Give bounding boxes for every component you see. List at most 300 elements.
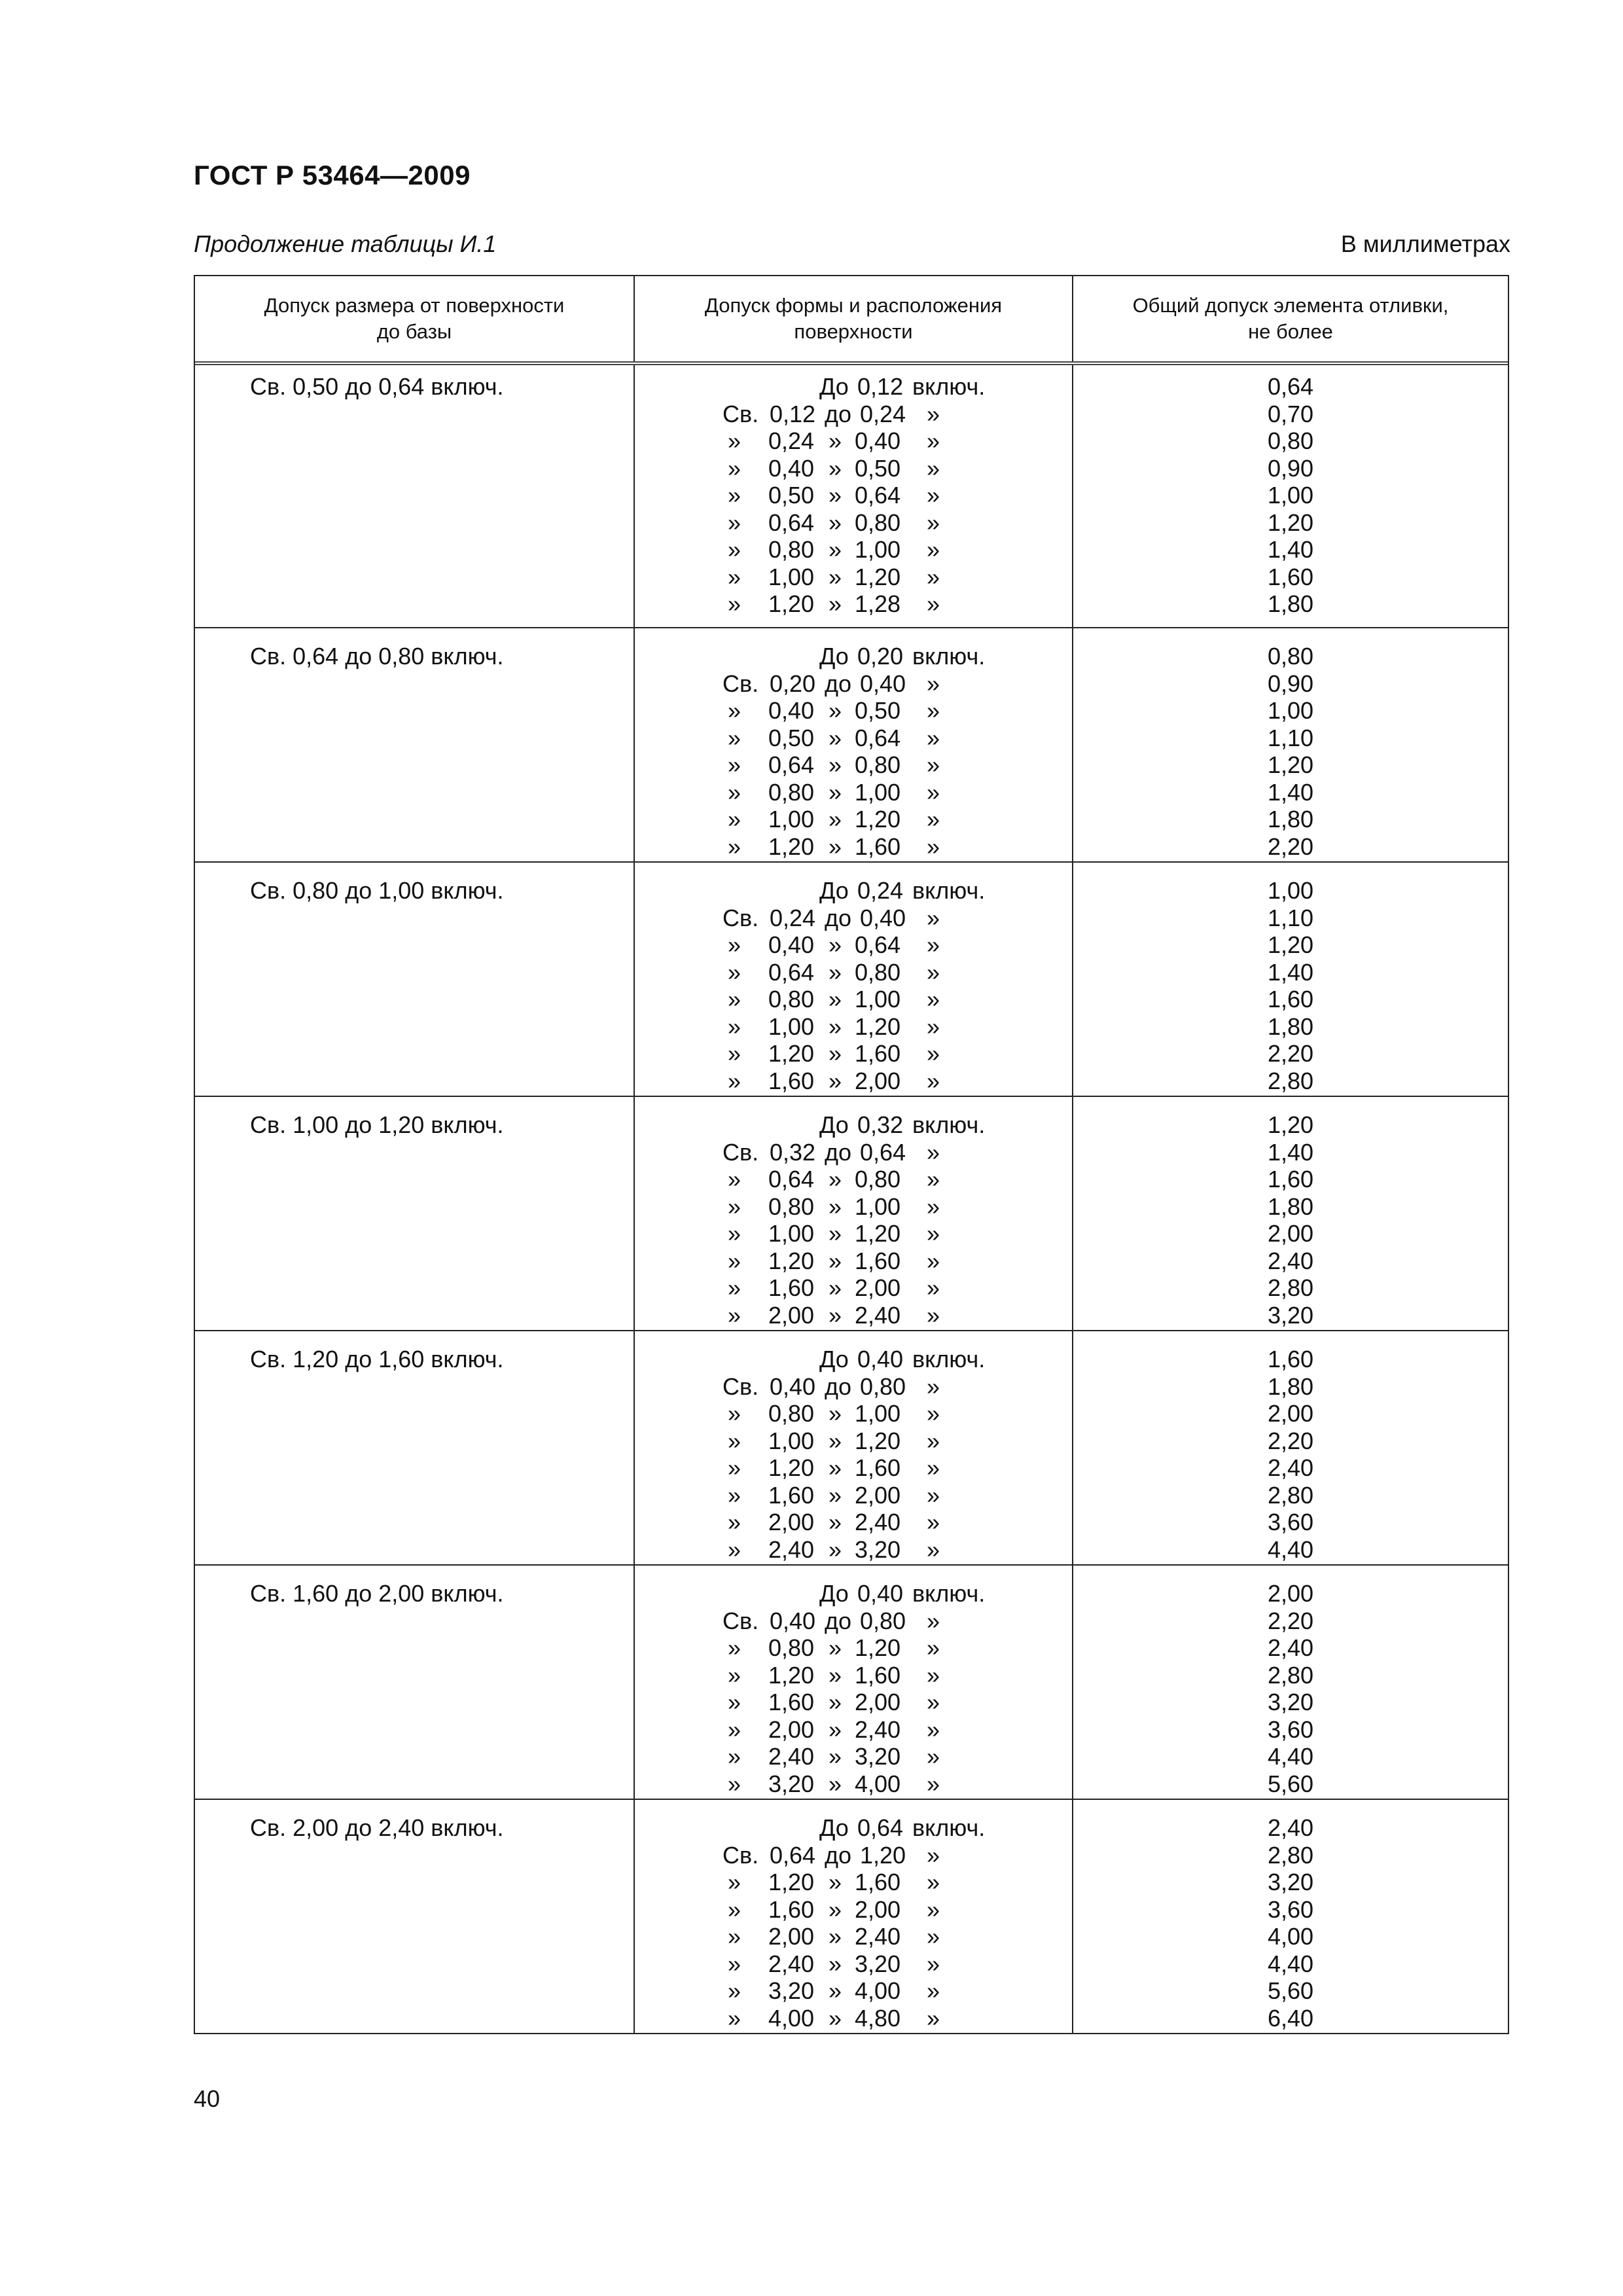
ditto-mark: »: [829, 1743, 842, 1770]
form-value-from: 0,80: [768, 1400, 815, 1427]
form-value-to: 3,20: [855, 1743, 901, 1770]
form-value-from: 4,00: [768, 2004, 815, 2032]
ditto-mark: »: [728, 1481, 741, 1509]
form-tolerance-line: [635, 725, 1072, 752]
form-tolerance-line: [635, 643, 1072, 670]
ditto-mark: »: [829, 454, 842, 482]
document-title: ГОСТ Р 53464—2009: [194, 160, 471, 190]
form-tolerance-line: [635, 536, 1072, 564]
form-prefix: Св.: [722, 1372, 759, 1400]
form-tolerance-line: [635, 1923, 1072, 1950]
ditto-mark: »: [829, 931, 842, 958]
form-prefix: До: [819, 373, 849, 400]
total-tolerance-value: 1,20: [1267, 509, 1314, 536]
form-suffix: включ.: [912, 877, 986, 904]
ditto-mark: »: [927, 724, 940, 751]
form-value-from: 1,20: [768, 1040, 815, 1067]
form-value-to: 1,60: [855, 1869, 901, 1895]
form-value-from: 0,64: [768, 1166, 815, 1193]
ditto-mark: »: [927, 904, 940, 931]
ditto-mark: »: [927, 1138, 940, 1166]
ditto-mark: »: [829, 1950, 842, 1977]
form-value-from: 1,60: [768, 1895, 815, 1923]
total-tolerance-value: 2,80: [1267, 1661, 1314, 1689]
ditto-mark: »: [927, 1067, 940, 1094]
total-tolerance-cell: [1072, 628, 1508, 861]
form-prefix: До: [819, 643, 849, 670]
ditto-mark: »: [927, 1454, 940, 1481]
form-suffix: включ.: [912, 1580, 986, 1607]
ditto-mark: »: [927, 958, 940, 986]
ditto-mark: »: [927, 1950, 940, 1977]
total-tolerance-cell: [1072, 1331, 1508, 1564]
form-value-from: 0,40: [768, 454, 815, 482]
ditto-mark: »: [829, 1274, 842, 1301]
form-value-to: 0,80: [860, 1372, 906, 1400]
form-tolerance-line: [635, 1166, 1072, 1193]
total-tolerance-cell: [1072, 365, 1508, 627]
size-tolerance-cell: Св. 0,50 до 0,64 включ.: [250, 373, 504, 400]
ditto-mark: »: [927, 1013, 940, 1040]
form-value-to: 2,00: [855, 1689, 901, 1715]
form-value-from: 1,60: [768, 1274, 815, 1301]
form-value-to: 0,64: [855, 724, 901, 751]
form-value-from: 1,00: [768, 563, 815, 590]
ditto-mark: »: [927, 2004, 940, 2032]
form-tolerance-line: [635, 1013, 1072, 1041]
ditto-mark: »: [927, 1634, 940, 1661]
units-label: В миллиметрах: [1340, 230, 1510, 257]
ditto-mark: »: [927, 1607, 940, 1634]
table-body: [195, 365, 1508, 2033]
form-tolerance-line: [635, 1814, 1072, 1842]
form-tolerance-line: [635, 1302, 1072, 1329]
form-value-from: 0,24: [770, 904, 816, 931]
ditto-mark: »: [927, 1193, 940, 1220]
form-tolerance-line: [635, 1482, 1072, 1509]
ditto-mark: »: [728, 1715, 741, 1743]
form-value-from: 2,40: [768, 1743, 815, 1770]
total-tolerance-value: 2,40: [1267, 1247, 1314, 1274]
form-value-from: 0,40: [768, 697, 815, 724]
total-tolerance-cell: [1072, 863, 1508, 1096]
total-tolerance-value: 3,20: [1267, 1869, 1314, 1895]
form-tolerance-line: [635, 877, 1072, 905]
size-tolerance-cell: Св. 1,60 до 2,00 включ.: [250, 1580, 504, 1607]
ditto-mark: »: [728, 1067, 741, 1094]
form-tolerance-line: [635, 1067, 1072, 1095]
ditto-mark: »: [927, 1841, 940, 1869]
form-tolerance-line: [635, 1536, 1072, 1564]
ditto-mark: »: [728, 1689, 741, 1715]
form-value-from: 0,40: [768, 931, 815, 958]
total-tolerance-value: 2,00: [1267, 1580, 1314, 1607]
ditto-mark: »: [728, 1509, 741, 1535]
form-prefix: Св.: [722, 1841, 759, 1869]
ditto-mark: »: [728, 931, 741, 958]
form-value-to: 1,00: [855, 986, 901, 1013]
form-tolerance-line: [635, 482, 1072, 509]
ditto-mark: »: [829, 1661, 842, 1689]
form-value-to: 1,60: [855, 1454, 901, 1481]
form-tolerance-line: [635, 670, 1072, 698]
form-tolerance-line: [635, 806, 1072, 833]
ditto-mark: »: [829, 1770, 842, 1797]
form-prefix: Св.: [722, 1138, 759, 1166]
ditto-mark: »: [728, 1869, 741, 1895]
ditto-mark: »: [829, 1509, 842, 1535]
form-tolerance-line: [635, 959, 1072, 986]
form-value-from: 1,60: [768, 1689, 815, 1715]
ditto-mark: »: [728, 590, 741, 617]
ditto-mark: »: [927, 1869, 940, 1895]
ditto-mark: »: [829, 590, 842, 617]
form-value-from: 2,00: [768, 1923, 815, 1950]
form-value-to: 1,20: [855, 1427, 901, 1454]
ditto-mark: »: [728, 958, 741, 986]
form-value-to: 3,20: [855, 1535, 901, 1563]
form-tolerance-line: [635, 509, 1072, 537]
ditto-mark: »: [728, 1634, 741, 1661]
ditto-mark: »: [829, 1977, 842, 2004]
form-value-to: 2,40: [855, 1715, 901, 1743]
form-value-from: 2,40: [768, 1535, 815, 1563]
form-tolerance-line: [635, 1869, 1072, 1896]
form-tolerance-line: [635, 1770, 1072, 1798]
form-value-to: 2,00: [855, 1274, 901, 1301]
form-prefix: До: [819, 1111, 849, 1138]
ditto-mark: »: [728, 1895, 741, 1923]
total-tolerance-value: 2,80: [1267, 1067, 1314, 1094]
total-tolerance-cell: [1072, 1097, 1508, 1330]
form-value: 0,64: [857, 1814, 904, 1841]
form-value-from: 2,00: [768, 1301, 815, 1329]
total-tolerance-value: 2,20: [1267, 1427, 1314, 1454]
total-tolerance-value: 3,20: [1267, 1689, 1314, 1715]
form-tolerance-line: [635, 1689, 1072, 1716]
form-mid: до: [825, 670, 852, 697]
table-row: [195, 627, 1508, 861]
form-value-from: 0,64: [770, 1841, 816, 1869]
form-value: 0,20: [857, 643, 904, 670]
total-tolerance-cell: [1072, 1800, 1508, 2033]
total-tolerance-value: 2,20: [1267, 1040, 1314, 1067]
form-value-from: 1,60: [768, 1067, 815, 1094]
form-value-from: 0,12: [770, 400, 816, 427]
table-caption: Продолжение таблицы И.1: [194, 230, 497, 257]
form-tolerance-line: [635, 905, 1072, 932]
ditto-mark: »: [927, 751, 940, 778]
form-tolerance-line: [635, 1977, 1072, 2005]
form-tolerance-line: [635, 1400, 1072, 1427]
ditto-mark: »: [829, 1895, 842, 1923]
form-tolerance-line: [635, 1274, 1072, 1302]
form-value-from: 1,00: [768, 806, 815, 833]
form-value-from: 1,20: [768, 1247, 815, 1274]
form-tolerance-line: [635, 590, 1072, 618]
ditto-mark: »: [829, 1454, 842, 1481]
ditto-mark: »: [728, 1950, 741, 1977]
ditto-mark: »: [829, 1634, 842, 1661]
form-value-to: 0,64: [860, 1138, 906, 1166]
total-tolerance-value: 0,70: [1267, 400, 1314, 427]
form-value-to: 3,20: [855, 1950, 901, 1977]
form-mid: до: [825, 400, 852, 427]
ditto-mark: »: [728, 724, 741, 751]
ditto-mark: »: [829, 1869, 842, 1895]
form-value-to: 2,00: [855, 1067, 901, 1094]
ditto-mark: »: [927, 1040, 940, 1067]
ditto-mark: »: [927, 697, 940, 724]
ditto-mark: »: [829, 1301, 842, 1329]
ditto-mark: »: [927, 1715, 940, 1743]
form-suffix: включ.: [912, 373, 986, 400]
form-tolerance-line: [635, 1220, 1072, 1247]
form-mid: до: [825, 1372, 852, 1400]
form-value-to: 1,20: [855, 1220, 901, 1247]
ditto-mark: »: [829, 563, 842, 590]
size-tolerance-cell: Св. 1,20 до 1,60 включ.: [250, 1346, 504, 1372]
ditto-mark: »: [728, 1923, 741, 1950]
form-value-from: 1,20: [768, 590, 815, 617]
ditto-mark: »: [829, 986, 842, 1013]
size-tolerance-cell: Св. 2,00 до 2,40 включ.: [250, 1814, 504, 1841]
ditto-mark: »: [728, 536, 741, 563]
ditto-mark: »: [927, 1743, 940, 1770]
form-value-to: 0,40: [855, 427, 901, 454]
form-tolerance-line: [635, 1193, 1072, 1221]
ditto-mark: »: [927, 1427, 940, 1454]
form-value-from: 0,64: [768, 751, 815, 778]
form-value: 0,40: [857, 1346, 904, 1372]
ditto-mark: »: [728, 1743, 741, 1770]
form-value-from: 0,80: [768, 778, 815, 806]
ditto-mark: »: [927, 563, 940, 590]
ditto-mark: »: [829, 1923, 842, 1950]
form-value-to: 1,60: [855, 1247, 901, 1274]
ditto-mark: »: [728, 1770, 741, 1797]
ditto-mark: »: [829, 2004, 842, 2032]
form-value-from: 1,60: [768, 1481, 815, 1509]
ditto-mark: »: [927, 454, 940, 482]
form-value-to: 0,40: [860, 904, 906, 931]
total-tolerance-value: 4,00: [1267, 1923, 1314, 1950]
form-mid: до: [825, 904, 852, 931]
form-value-from: 0,40: [770, 1607, 816, 1634]
form-tolerance-line: [635, 833, 1072, 861]
form-tolerance-line: [635, 986, 1072, 1013]
form-value-to: 0,64: [855, 931, 901, 958]
form-value: 0,12: [857, 373, 904, 400]
ditto-mark: »: [927, 590, 940, 617]
form-tolerance-cell: [633, 863, 1072, 1096]
form-prefix: До: [819, 877, 849, 904]
total-tolerance-value: 3,60: [1267, 1895, 1314, 1923]
form-value-to: 1,00: [855, 536, 901, 563]
total-tolerance-value: 1,60: [1267, 563, 1314, 590]
total-tolerance-value: 1,00: [1267, 697, 1314, 724]
form-tolerance-line: [635, 1346, 1072, 1373]
form-value-to: 1,20: [855, 806, 901, 833]
form-tolerance-line: [635, 2005, 1072, 2032]
form-tolerance-line: [635, 1373, 1072, 1401]
page-number: 40: [194, 2085, 221, 2112]
total-tolerance-value: 1,00: [1267, 877, 1314, 904]
total-tolerance-value: 5,60: [1267, 1770, 1314, 1797]
total-tolerance-value: 1,40: [1267, 1138, 1314, 1166]
ditto-mark: »: [728, 563, 741, 590]
form-prefix: До: [819, 1814, 849, 1841]
ditto-mark: »: [728, 427, 741, 454]
form-value-from: 0,24: [768, 427, 815, 454]
ditto-mark: »: [927, 1166, 940, 1193]
form-value-from: 2,40: [768, 1950, 815, 1977]
ditto-mark: »: [927, 1661, 940, 1689]
total-tolerance-value: 2,40: [1267, 1634, 1314, 1661]
ditto-mark: »: [927, 509, 940, 536]
form-value-from: 3,20: [768, 1977, 815, 2004]
total-tolerance-value: 1,20: [1267, 751, 1314, 778]
ditto-mark: »: [829, 1193, 842, 1220]
form-value-from: 0,80: [768, 1634, 815, 1661]
form-value-to: 4,80: [855, 2004, 901, 2032]
form-value-from: 0,80: [768, 986, 815, 1013]
total-tolerance-cell: [1072, 1566, 1508, 1799]
form-value-to: 0,80: [855, 958, 901, 986]
form-tolerance-line: [635, 1139, 1072, 1166]
ditto-mark: »: [927, 1770, 940, 1797]
column-header-form-tolerance: Допуск формы и расположения поверхности: [633, 276, 1072, 361]
form-value-to: 0,24: [860, 400, 906, 427]
form-tolerance-line: [635, 1743, 1072, 1770]
form-value-from: 0,64: [768, 509, 815, 536]
ditto-mark: »: [829, 1247, 842, 1274]
form-value-to: 0,80: [855, 1166, 901, 1193]
ditto-mark: »: [927, 1274, 940, 1301]
total-tolerance-value: 1,80: [1267, 1372, 1314, 1400]
total-tolerance-value: 1,00: [1267, 482, 1314, 509]
ditto-mark: »: [829, 427, 842, 454]
ditto-mark: »: [728, 1166, 741, 1193]
ditto-mark: »: [728, 1427, 741, 1454]
table-header: [195, 276, 1508, 365]
ditto-mark: »: [829, 1427, 842, 1454]
ditto-mark: »: [829, 806, 842, 833]
ditto-mark: »: [829, 751, 842, 778]
total-tolerance-value: 1,40: [1267, 958, 1314, 986]
total-tolerance-value: 2,80: [1267, 1481, 1314, 1509]
form-tolerance-line: [635, 931, 1072, 959]
form-tolerance-line: [635, 1040, 1072, 1067]
ditto-mark: »: [829, 1067, 842, 1094]
form-value-to: 0,40: [860, 670, 906, 697]
total-tolerance-value: 2,80: [1267, 1274, 1314, 1301]
form-tolerance-line: [635, 1247, 1072, 1275]
form-tolerance-line: [635, 1634, 1072, 1662]
total-tolerance-value: 2,00: [1267, 1400, 1314, 1427]
ditto-mark: »: [829, 958, 842, 986]
ditto-mark: »: [927, 482, 940, 509]
ditto-mark: »: [728, 1400, 741, 1427]
ditto-mark: »: [728, 1274, 741, 1301]
ditto-mark: »: [829, 1481, 842, 1509]
ditto-mark: »: [728, 1247, 741, 1274]
form-tolerance-cell: [633, 365, 1072, 627]
total-tolerance-value: 0,80: [1267, 427, 1314, 454]
total-tolerance-value: 1,60: [1267, 1346, 1314, 1372]
ditto-mark: »: [829, 1166, 842, 1193]
table-row: [195, 1564, 1508, 1799]
ditto-mark: »: [829, 1013, 842, 1040]
table-row: [195, 1799, 1508, 2033]
total-tolerance-value: 1,80: [1267, 1013, 1314, 1040]
form-value-to: 4,00: [855, 1977, 901, 2004]
form-tolerance-cell: [633, 1097, 1072, 1330]
form-suffix: включ.: [912, 643, 986, 670]
ditto-mark: »: [927, 1481, 940, 1509]
table-row: [195, 1330, 1508, 1564]
ditto-mark: »: [728, 986, 741, 1013]
ditto-mark: »: [829, 1040, 842, 1067]
ditto-mark: »: [829, 1220, 842, 1247]
total-tolerance-value: 1,40: [1267, 536, 1314, 563]
form-tolerance-cell: [633, 1566, 1072, 1799]
table-row: [195, 365, 1508, 627]
ditto-mark: »: [927, 1509, 940, 1535]
form-value-from: 1,20: [768, 1869, 815, 1895]
form-value-to: 1,60: [855, 1040, 901, 1067]
form-value-from: 1,00: [768, 1013, 815, 1040]
form-value-to: 2,40: [855, 1509, 901, 1535]
ditto-mark: »: [728, 1220, 741, 1247]
ditto-mark: »: [927, 931, 940, 958]
form-value-from: 0,50: [768, 724, 815, 751]
form-tolerance-line: [635, 1454, 1072, 1482]
form-tolerance-line: [635, 1509, 1072, 1536]
form-value-to: 1,20: [855, 1013, 901, 1040]
ditto-mark: »: [728, 697, 741, 724]
form-value-from: 1,20: [768, 1454, 815, 1481]
form-tolerance-line: [635, 1716, 1072, 1744]
ditto-mark: »: [728, 806, 741, 833]
form-mid: до: [825, 1607, 852, 1634]
form-value-from: 2,00: [768, 1509, 815, 1535]
form-value-to: 2,00: [855, 1481, 901, 1509]
form-value-from: 0,20: [770, 670, 816, 697]
total-tolerance-value: 2,20: [1267, 1607, 1314, 1634]
form-mid: до: [825, 1841, 852, 1869]
form-tolerance-cell: [633, 628, 1072, 861]
form-value-to: 1,60: [855, 833, 901, 860]
ditto-mark: »: [728, 778, 741, 806]
total-tolerance-value: 1,10: [1267, 724, 1314, 751]
ditto-mark: »: [927, 1689, 940, 1715]
form-value-to: 1,20: [860, 1841, 906, 1869]
total-tolerance-value: 1,80: [1267, 806, 1314, 833]
form-value-from: 0,80: [768, 1193, 815, 1220]
form-value-to: 1,00: [855, 778, 901, 806]
ditto-mark: »: [728, 509, 741, 536]
size-tolerance-cell: Св. 1,00 до 1,20 включ.: [250, 1111, 504, 1138]
ditto-mark: »: [728, 1977, 741, 2004]
ditto-mark: »: [829, 724, 842, 751]
form-tolerance-line: [635, 1896, 1072, 1924]
ditto-mark: »: [829, 778, 842, 806]
form-value-from: 0,64: [768, 958, 815, 986]
ditto-mark: »: [927, 400, 940, 427]
form-value-to: 0,64: [855, 482, 901, 509]
total-tolerance-value: 0,90: [1267, 670, 1314, 697]
